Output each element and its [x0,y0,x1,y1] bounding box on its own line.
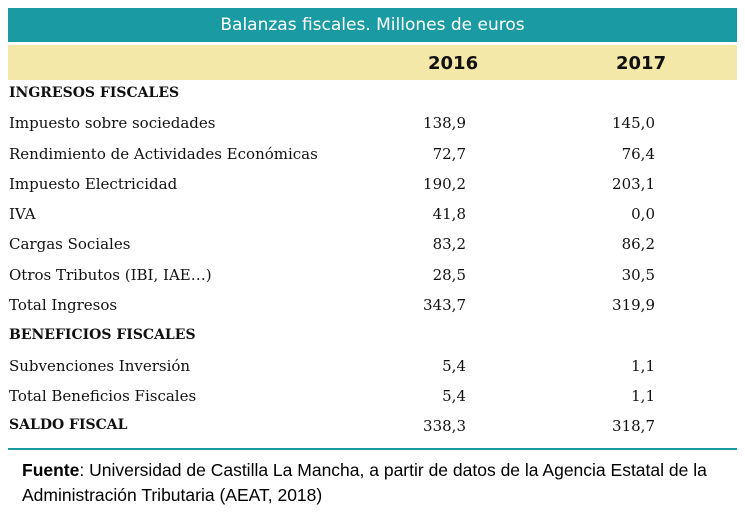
row-label: Total Ingresos [9,296,118,315]
table-row [8,353,737,383]
section-title: INGRESOS FISCALES [9,85,180,101]
year-2016-header: 2016 [428,53,479,74]
value-2017: 203,1 [612,174,655,193]
row-label: Rendimiento de Actividades Económicas [9,144,318,163]
table-row-saldo-fiscal [8,413,737,443]
value-2016: 72,7 [432,144,466,163]
year-2017-header: 2017 [616,53,667,74]
table-row [8,141,737,171]
table-body [8,80,737,450]
fiscal-balance-table [8,8,737,450]
row-label: SALDO FISCAL [9,417,128,434]
source-text: : Universidad de Castilla La Mancha, a partir de datos de la Agencia Estatal de la Administración Tributaria (AEAT, 2018) [22,460,707,505]
value-2017: 318,7 [612,417,655,436]
value-2016: 5,4 [442,356,466,375]
row-label: Otros Tributos (IBI, IAE…) [9,265,212,284]
value-2017: 86,2 [621,235,655,254]
value-2017: 0,0 [631,205,655,224]
row-label: Total Beneficios Fiscales [9,386,197,405]
value-2016: 28,5 [432,265,466,284]
table-row-total-ingresos [8,292,737,322]
table-row [8,110,737,140]
value-2016: 5,4 [442,386,466,405]
value-2017: 30,5 [621,265,655,284]
table-row [8,171,737,201]
section-title: BENEFICIOS FISCALES [9,327,196,344]
row-label: Impuesto Electricidad [9,174,178,193]
section-header-ingresos [8,80,737,110]
value-2017: 1,1 [631,356,655,375]
value-2017: 319,9 [612,296,655,315]
table-row [8,201,737,231]
row-label: Subvenciones Inversión [9,356,191,375]
section-header-beneficios [8,322,737,352]
source-label: Fuente [22,460,80,480]
table-row [8,262,737,292]
table-row [8,231,737,261]
row-label: Impuesto sobre sociedades [9,114,216,133]
year-header-row [8,45,737,80]
value-2016: 41,8 [432,205,466,224]
value-2016: 138,9 [423,114,466,133]
row-label: Cargas Sociales [9,235,131,254]
value-2017: 76,4 [621,144,655,163]
value-2017: 1,1 [631,386,655,405]
value-2016: 338,3 [423,417,466,436]
value-2016: 190,2 [423,174,466,193]
value-2016: 343,7 [423,296,466,315]
table-title: Balanzas fiscales. Millones de euros [8,8,737,42]
value-2017: 145,0 [612,114,655,133]
row-label: IVA [9,205,36,224]
source-note [22,458,737,508]
table-row-total-beneficios [8,383,737,413]
value-2016: 83,2 [432,235,466,254]
